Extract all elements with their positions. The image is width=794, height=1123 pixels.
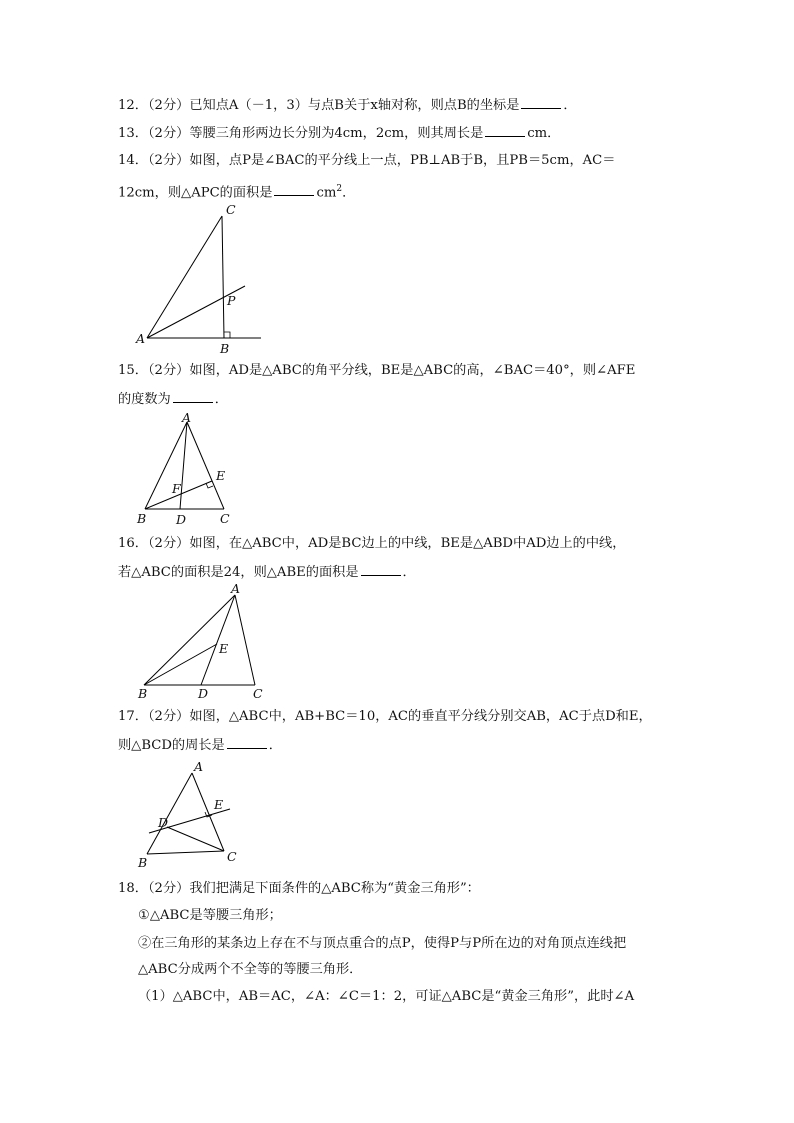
question-18-condition-2a: ②在三角形的某条边上存在不与顶点重合的点P，使得P与P所在边的对角顶点连线把 xyxy=(138,936,627,951)
segment-bc xyxy=(147,851,224,854)
question-18-line1: 18．（2分）我们把满足下面条件的△ABC称为“黄金三角形”： xyxy=(118,881,480,896)
segment-ac xyxy=(147,216,222,338)
label-b: B xyxy=(220,341,230,356)
label-d: D xyxy=(198,686,209,701)
question-12: 12．（2分）已知点A（－1，3）与点B关于x轴对称，则点B的坐标是 ． xyxy=(118,98,577,113)
question-17-line2: 则△BCD的周长是 ． xyxy=(118,738,282,753)
right-angle-mark xyxy=(206,483,213,488)
segment-ac xyxy=(187,422,224,509)
figure-q16 xyxy=(135,582,275,704)
question-13: 13．（2分）等腰三角形两边长分别为4cm，2cm，则其周长是 cm． xyxy=(118,126,561,141)
figure-q14 xyxy=(135,200,275,360)
label-b: B xyxy=(138,855,148,870)
question-14-line2: 12cm，则△APC的面积是 $cm^2$． xyxy=(118,184,356,201)
label-f: F xyxy=(172,481,181,496)
median-be xyxy=(144,644,217,685)
question-15-line1: 15．（2分）如图，AD是△ABC的角平分线，BE是△ABC的高，∠BAC＝40°，则∠AFE xyxy=(118,363,636,378)
label-a: A xyxy=(182,410,192,425)
label-c: C xyxy=(226,202,236,217)
median-ad xyxy=(201,595,235,685)
answer-blank xyxy=(227,736,267,749)
figure-q17 xyxy=(135,758,245,870)
question-17-line1: 17．（2分）如图，△ABC中，AB+BC＝10，AC的垂直平分线分别交AB，AC于点D和E， xyxy=(118,709,652,724)
question-18-condition-1: ①△ABC是等腰三角形； xyxy=(138,908,282,923)
label-e: E xyxy=(216,468,226,483)
answer-blank xyxy=(521,96,561,109)
right-angle-mark xyxy=(224,332,230,338)
segment-ac xyxy=(235,595,255,685)
answer-blank xyxy=(485,124,525,137)
label-c: C xyxy=(253,686,263,701)
label-e: E xyxy=(219,641,229,656)
question-16-line1: 16．（2分）如图，在△ABC中，AD是BC边上的中线，BE是△ABD中AD边上的中线， xyxy=(118,536,626,551)
label-e: E xyxy=(214,797,224,812)
question-15-line2: 的度数为 ． xyxy=(118,392,228,407)
label-a: A xyxy=(136,331,146,346)
figure-q15 xyxy=(135,412,245,530)
question-18-part-1: （1）△ABC中，AB＝AC，∠A：∠C＝1：2，可证△ABC是“黄金三角形”，此时∠A xyxy=(138,989,635,1004)
label-c: C xyxy=(220,511,230,526)
segment-ab xyxy=(144,595,235,685)
label-d: D xyxy=(158,815,169,830)
label-b: B xyxy=(138,686,148,701)
answer-blank xyxy=(361,563,401,576)
label-a: A xyxy=(194,759,204,774)
label-a: A xyxy=(231,581,241,596)
label-b: B xyxy=(137,511,147,526)
segment-ab xyxy=(147,773,192,854)
label-d: D xyxy=(176,512,187,527)
answer-blank xyxy=(274,183,314,196)
segment-cb xyxy=(222,216,224,338)
question-14-line1: 14．（2分）如图，点P是∠BAC的平分线上一点，PB⊥AB于B，且PB＝5cm，AC＝ xyxy=(118,153,616,168)
answer-blank xyxy=(173,390,213,403)
question-16-line2: 若△ABC的面积是24，则△ABE的面积是 ． xyxy=(118,565,416,580)
label-p: P xyxy=(227,293,236,308)
label-c: C xyxy=(227,849,237,864)
question-18-condition-2b: △ABC分成两个不全等的等腰三角形． xyxy=(138,962,363,977)
